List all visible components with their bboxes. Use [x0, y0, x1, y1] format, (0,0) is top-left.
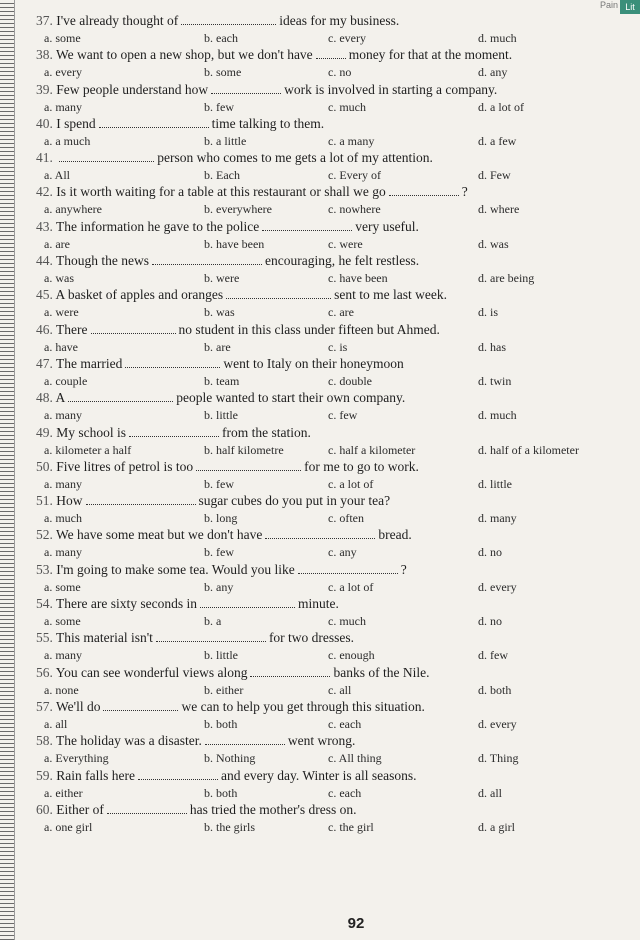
option-d: d. where [478, 202, 520, 217]
option-c: c. no [328, 65, 352, 80]
option-a: a. many [44, 99, 82, 114]
options-row [36, 303, 626, 320]
question-stem [36, 355, 626, 372]
question-stem [36, 595, 626, 612]
question-number: 58. [36, 733, 53, 749]
option-a: a. every [44, 65, 82, 80]
question-stem [36, 492, 626, 509]
option-d: d. any [478, 65, 508, 80]
question-text-before: How [56, 493, 83, 509]
question-number: 60. [36, 801, 53, 817]
options-row [36, 475, 626, 492]
option-c: c. have been [328, 271, 388, 286]
question-item [36, 115, 626, 149]
question-text-before: There are sixty seconds in [56, 596, 197, 612]
option-d: d. much [478, 31, 517, 45]
option-a: a. a much [44, 133, 91, 148]
question-text-after: went to Italy on their honeymoon [223, 355, 404, 371]
question-text-before: I spend [56, 115, 96, 131]
options-row [36, 715, 626, 732]
option-a: a. many [44, 648, 82, 663]
question-number: 40. [36, 115, 53, 131]
option-d: d. both [478, 682, 512, 697]
question-number: 45. [36, 287, 53, 303]
question-list [36, 12, 626, 835]
option-c: c. much [328, 99, 366, 114]
question-item [36, 321, 626, 355]
option-c: c. enough [328, 648, 375, 663]
question-item [36, 218, 626, 252]
answer-blank [196, 459, 301, 471]
option-b: b. little [204, 408, 238, 423]
option-d: d. has [478, 339, 506, 354]
option-b: b. was [204, 305, 235, 320]
question-stem [36, 46, 626, 63]
question-number: 54. [36, 596, 53, 612]
option-a: a. some [44, 614, 81, 629]
question-stem [36, 698, 626, 715]
question-stem [36, 389, 626, 406]
option-b: b. a little [204, 133, 247, 148]
option-d: d. no [478, 545, 502, 560]
question-item [36, 46, 626, 80]
question-stem [36, 767, 626, 784]
question-text-before: My school is [56, 424, 127, 440]
option-a: a. many [44, 408, 82, 423]
option-c: c. each [328, 716, 362, 731]
question-item [36, 595, 626, 629]
question-text-before: A basket of apples and oranges [55, 287, 224, 303]
question-stem [36, 149, 626, 166]
option-a: a. much [44, 511, 82, 526]
option-b: b. each [204, 31, 238, 45]
question-text-before: I'm going to make some tea. Would you like [56, 561, 295, 577]
question-text-before: Though the news [56, 253, 149, 269]
option-d: d. half of a kilometer [478, 442, 579, 457]
option-c: c. are [328, 305, 354, 320]
option-b: b. the girls [204, 819, 255, 834]
options-row [36, 63, 626, 80]
question-item [36, 767, 626, 801]
option-d: d. are being [478, 271, 535, 286]
option-b: b. either [204, 682, 244, 697]
options-row [36, 372, 626, 389]
question-text-after: money for that at the moment. [348, 47, 513, 63]
option-a: a. all [44, 716, 68, 731]
answer-blank [152, 253, 262, 265]
question-number: 59. [36, 767, 53, 783]
option-d: d. a girl [478, 819, 515, 834]
question-text-after: work is involved in starting a company. [284, 81, 498, 97]
answer-blank [138, 768, 218, 780]
option-c: c. All thing [328, 751, 382, 766]
question-item [36, 81, 626, 115]
option-d: d. every [478, 579, 517, 594]
option-c: c. is [328, 339, 348, 354]
question-stem [36, 732, 626, 749]
question-text-after: and every day. Winter is all seasons. [220, 767, 417, 783]
option-c: c. a lot of [328, 579, 374, 594]
option-b: b. both [204, 716, 238, 731]
question-item [36, 526, 626, 560]
option-a: a. Everything [44, 751, 109, 766]
corner-text: Pain [599, 0, 618, 10]
question-text-before: Is it worth waiting for a table at this restaurant or shall we go [56, 184, 386, 200]
spiral-binding [0, 0, 15, 940]
question-text-after: minute. [297, 596, 339, 612]
options-row [36, 441, 626, 458]
option-a: a. some [44, 579, 81, 594]
option-a: a. either [44, 785, 83, 800]
question-text-before: Rain falls here [56, 767, 135, 783]
option-a: a. none [44, 682, 79, 697]
question-text-after: very useful. [355, 218, 419, 234]
question-item [36, 355, 626, 389]
option-c: c. were [328, 236, 363, 251]
answer-blank [68, 390, 173, 402]
option-d: d. little [478, 476, 512, 491]
options-row [36, 818, 626, 835]
question-number: 44. [36, 253, 53, 269]
option-c: c. Every of [328, 168, 381, 183]
question-text-before: The holiday was a disaster. [56, 733, 202, 749]
answer-blank [125, 356, 220, 368]
question-text-after: sent to me last week. [334, 287, 447, 303]
question-number: 37. [36, 13, 53, 28]
option-d: d. every [478, 716, 517, 731]
options-row [36, 235, 626, 252]
question-item [36, 801, 626, 835]
option-b: b. long [204, 511, 238, 526]
question-text-before: A [55, 390, 66, 406]
options-row [36, 749, 626, 766]
options-row [36, 612, 626, 629]
question-stem [36, 664, 626, 681]
question-text-before: We'll do [56, 698, 101, 714]
option-b: b. few [204, 99, 234, 114]
option-d: d. was [478, 236, 509, 251]
question-item [36, 252, 626, 286]
question-text-after: ? [461, 184, 468, 200]
answer-blank [211, 82, 281, 94]
option-a: a. have [44, 339, 78, 354]
question-item [36, 12, 626, 46]
question-number: 48. [36, 390, 53, 406]
answer-blank [103, 699, 178, 711]
question-text-after: people wanted to start their own company. [176, 390, 406, 406]
option-a: a. some [44, 31, 81, 45]
question-number: 46. [36, 321, 53, 337]
question-text-after: sugar cubes do you put in your tea? [198, 493, 391, 509]
question-number: 49. [36, 424, 53, 440]
question-text-after: person who comes to me gets a lot of my attention. [157, 150, 433, 166]
option-b: b. a [204, 614, 222, 629]
question-text-before: Five litres of petrol is too [56, 458, 194, 474]
option-d: d. Few [478, 168, 511, 183]
answer-blank [99, 116, 209, 128]
option-b: b. any [204, 579, 234, 594]
question-item [36, 458, 626, 492]
question-stem [36, 561, 626, 578]
question-stem [36, 424, 626, 441]
question-text-before: There [56, 321, 88, 337]
question-text-after: banks of the Nile. [333, 664, 430, 680]
question-item [36, 492, 626, 526]
question-number: 56. [36, 664, 53, 680]
answer-blank [205, 733, 285, 745]
page-number: 92 [347, 915, 365, 932]
options-row [36, 269, 626, 286]
option-c: c. each [328, 785, 362, 800]
question-text-before: You can see wonderful views along [55, 664, 248, 680]
question-number: 39. [36, 81, 53, 97]
option-d: d. a lot of [478, 99, 524, 114]
question-item [36, 389, 626, 423]
options-row [36, 166, 626, 183]
question-item [36, 183, 626, 217]
question-text-before: We want to open a new shop, but we don't have [56, 47, 313, 63]
question-text-after: encouraging, he felt restless. [265, 253, 420, 269]
question-stem [36, 183, 626, 200]
question-text-before: The information he gave to the police [56, 218, 260, 234]
question-text-after: went wrong. [287, 733, 356, 749]
option-b: b. everywhere [204, 202, 272, 217]
question-stem [36, 458, 626, 475]
question-text-after: time talking to them. [211, 115, 325, 131]
question-number: 38. [36, 47, 53, 63]
question-number: 50. [36, 458, 53, 474]
question-text-after: we can to help you get through this situation. [181, 698, 425, 714]
question-item [36, 629, 626, 663]
option-c: c. much [328, 614, 366, 629]
question-item [36, 732, 626, 766]
option-c: c. the girl [328, 819, 374, 834]
option-a: a. couple [44, 373, 88, 388]
option-a: a. All [44, 168, 70, 183]
question-number: 47. [36, 355, 53, 371]
options-row [36, 29, 626, 46]
question-text-after: has tried the mother's dress on. [189, 801, 357, 817]
question-text-before: The married [56, 355, 123, 371]
answer-blank [91, 322, 176, 334]
options-row [36, 681, 626, 698]
option-c: c. every [328, 31, 366, 45]
question-text-before: Either of [56, 801, 104, 817]
option-d: d. many [478, 511, 517, 526]
options-row [36, 132, 626, 149]
question-item [36, 424, 626, 458]
answer-blank [298, 562, 398, 574]
answer-blank [316, 47, 346, 59]
option-c: c. double [328, 373, 372, 388]
question-number: 57. [36, 698, 53, 714]
question-text-after: ideas for my business. [279, 13, 400, 28]
corner-tab: Lit [620, 0, 640, 14]
option-a: a. many [44, 476, 82, 491]
question-text-before: I've already thought of [56, 13, 179, 28]
option-d: d. no [478, 614, 502, 629]
option-a: a. were [44, 305, 79, 320]
options-row [36, 509, 626, 526]
question-stem [36, 629, 626, 646]
question-item [36, 664, 626, 698]
question-stem [36, 252, 626, 269]
option-d: d. a few [478, 133, 517, 148]
option-b: b. were [204, 271, 240, 286]
option-b: b. few [204, 545, 234, 560]
options-row [36, 784, 626, 801]
option-b: b. Nothing [204, 751, 256, 766]
option-d: d. is [478, 305, 499, 320]
option-b: b. both [204, 785, 238, 800]
answer-blank [250, 665, 330, 677]
option-a: a. was [44, 271, 74, 286]
question-item [36, 286, 626, 320]
option-b: b. half kilometre [204, 442, 284, 457]
question-item [36, 149, 626, 183]
option-d: d. all [478, 785, 502, 800]
answer-blank [226, 287, 331, 299]
option-a: a. anywhere [44, 202, 102, 217]
option-b: b. team [204, 373, 240, 388]
options-row [36, 543, 626, 560]
option-b: b. little [204, 648, 238, 663]
option-c: c. a lot of [328, 476, 374, 491]
question-stem [36, 801, 626, 818]
option-c: c. any [328, 545, 357, 560]
option-b: b. few [204, 476, 234, 491]
option-a: a. many [44, 545, 82, 560]
option-c: c. few [328, 408, 358, 423]
answer-blank [200, 596, 295, 608]
question-number: 42. [36, 184, 53, 200]
option-d: d. twin [478, 373, 512, 388]
question-stem [36, 286, 626, 303]
question-text-after: for two dresses. [268, 630, 355, 646]
option-d: d. few [478, 648, 508, 663]
option-b: b. Each [204, 168, 240, 183]
option-c: c. nowhere [328, 202, 381, 217]
question-number: 51. [36, 493, 53, 509]
question-number: 43. [36, 218, 53, 234]
question-number: 53. [36, 561, 53, 577]
question-number: 55. [36, 630, 53, 646]
answer-blank [389, 184, 459, 196]
question-stem [36, 81, 626, 98]
question-text-after: ? [400, 561, 407, 577]
question-text-before: This material isn't [56, 630, 153, 646]
options-row [36, 406, 626, 423]
question-text-after: from the station. [222, 424, 311, 440]
question-stem [36, 321, 626, 338]
answer-blank [265, 527, 375, 539]
question-text-before: Few people understand how [56, 81, 209, 97]
option-d: d. Thing [478, 751, 519, 766]
question-number: 52. [36, 527, 53, 543]
option-c: c. all [328, 682, 352, 697]
options-row [36, 578, 626, 595]
option-c: c. a many [328, 133, 375, 148]
option-d: d. much [478, 408, 517, 423]
answer-blank [262, 219, 352, 231]
answer-blank [107, 802, 187, 814]
question-text-after: no student in this class under fifteen but Ahmed. [178, 321, 440, 337]
options-row [36, 200, 626, 217]
option-b: b. have been [204, 236, 265, 251]
question-stem [36, 115, 626, 132]
question-stem [36, 526, 626, 543]
question-stem [36, 12, 626, 29]
option-b: b. some [204, 65, 242, 80]
question-text-after: for me to go to work. [304, 458, 419, 474]
option-a: a. kilometer a half [44, 442, 132, 457]
options-row [36, 338, 626, 355]
question-item [36, 698, 626, 732]
question-number: 41. [36, 150, 53, 166]
answer-blank [86, 493, 196, 505]
question-text-before: We have some meat but we don't have [56, 527, 263, 543]
question-stem [36, 218, 626, 235]
options-row [36, 98, 626, 115]
option-a: a. are [44, 236, 70, 251]
answer-blank [181, 13, 276, 25]
question-text-after: bread. [378, 527, 412, 543]
option-b: b. are [204, 339, 231, 354]
question-item [36, 561, 626, 595]
option-c: c. half a kilometer [328, 442, 416, 457]
option-c: c. often [328, 511, 364, 526]
options-row [36, 646, 626, 663]
answer-blank [59, 150, 154, 162]
option-a: a. one girl [44, 819, 93, 834]
answer-blank [156, 630, 266, 642]
answer-blank [129, 425, 219, 437]
